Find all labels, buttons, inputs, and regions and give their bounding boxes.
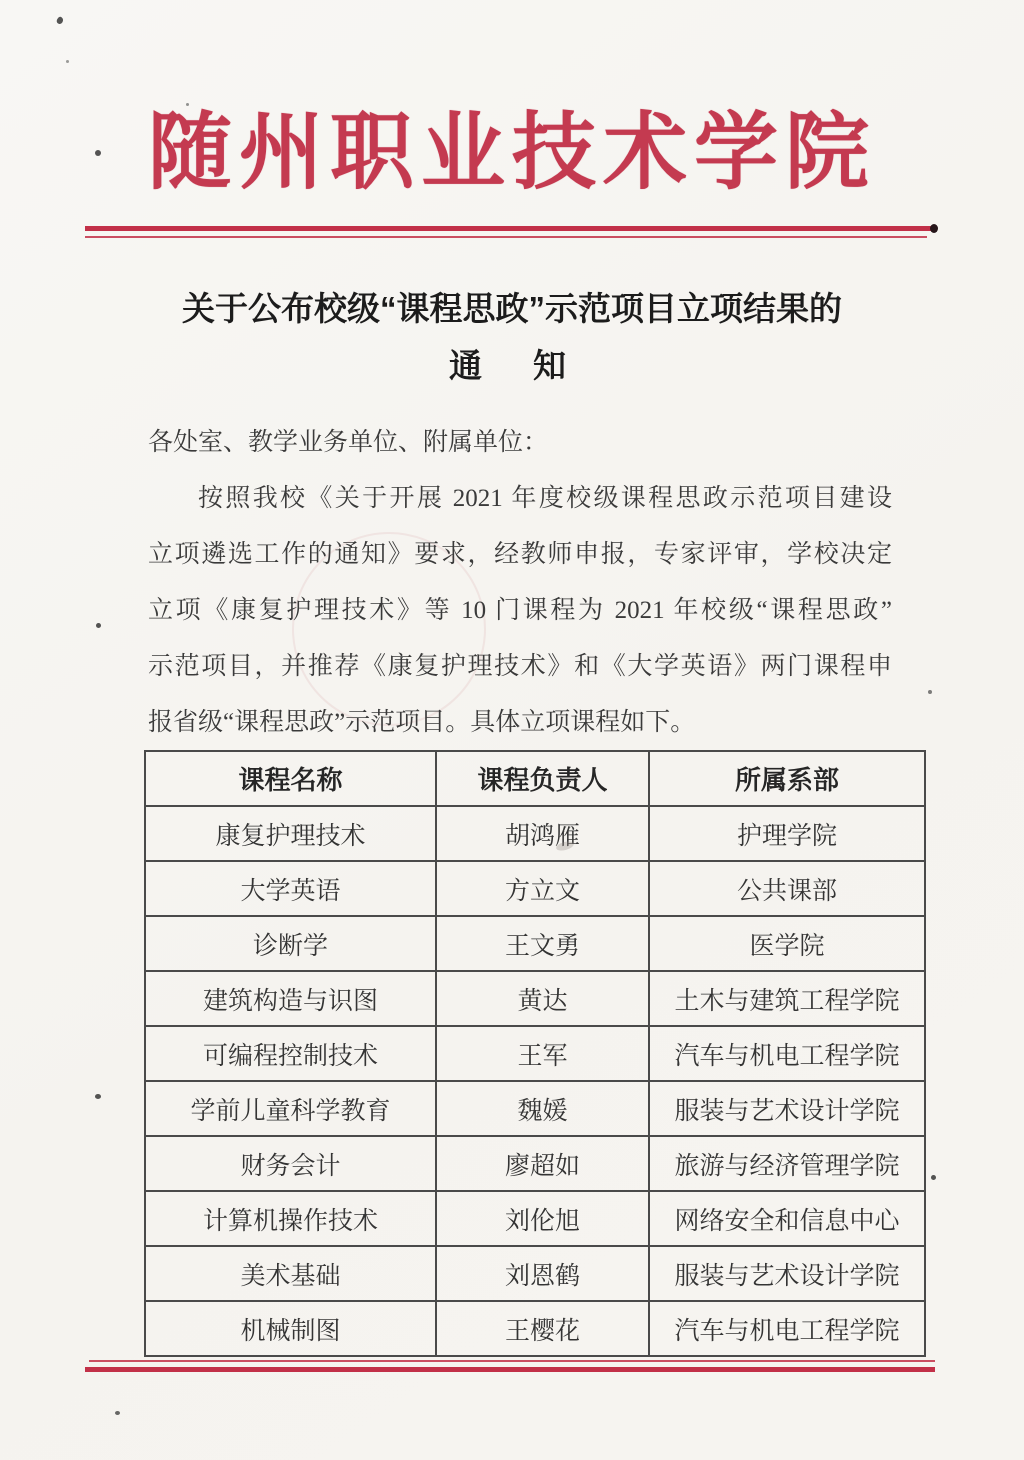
project-table-head <box>145 751 925 806</box>
course-name-cell: 美术基础 <box>145 1246 436 1301</box>
project-table <box>144 750 926 1357</box>
course-name-cell: 可编程控制技术 <box>145 1026 436 1081</box>
scan-speck <box>66 60 69 63</box>
department-cell: 医学院 <box>649 916 925 971</box>
table-row <box>145 806 925 861</box>
scan-speck <box>95 1094 101 1099</box>
scan-speck <box>931 1175 936 1180</box>
table-row <box>145 971 925 1026</box>
body-line: 示范项目，并推荐《康复护理技术》和《大学英语》两门课程申 <box>148 653 892 680</box>
footer-rule-thin <box>89 1360 935 1362</box>
letterhead-rule <box>85 226 935 238</box>
department-cell: 汽车与机电工程学院 <box>649 1026 925 1081</box>
leader-cell: 魏媛 <box>436 1081 649 1136</box>
table-row <box>145 1136 925 1191</box>
table-row <box>145 1191 925 1246</box>
letterhead-rule-thin <box>85 236 927 238</box>
leader-cell: 方立文 <box>436 861 649 916</box>
leader-cell: 王军 <box>436 1026 649 1081</box>
scan-speck <box>56 16 65 25</box>
course-name-cell: 大学英语 <box>145 861 436 916</box>
department-cell: 汽车与机电工程学院 <box>649 1301 925 1356</box>
department-cell: 土木与建筑工程学院 <box>649 971 925 1026</box>
column-header-course: 课程名称 <box>145 751 436 806</box>
table-row <box>145 1026 925 1081</box>
course-name-cell: 诊断学 <box>145 916 436 971</box>
course-name-cell: 财务会计 <box>145 1136 436 1191</box>
table-row <box>145 916 925 971</box>
course-name-cell: 学前儿童科学教育 <box>145 1081 436 1136</box>
footer-rule-thick <box>85 1367 935 1372</box>
course-name-cell: 计算机操作技术 <box>145 1191 436 1246</box>
body-line: 立项遴选工作的通知》要求，经教师申报，专家评审，学校决定 <box>148 541 892 568</box>
course-name-cell: 机械制图 <box>145 1301 436 1356</box>
school-letterhead: 随州职业技术学院 <box>147 107 876 200</box>
course-name-cell: 康复护理技术 <box>145 806 436 861</box>
letterhead-rule-thick <box>85 226 935 231</box>
table-row <box>145 1301 925 1356</box>
leader-cell: 王文勇 <box>436 916 649 971</box>
notice-title-line1: 关于公布校级“课程思政”示范项目立项结果的 <box>182 290 842 327</box>
scan-speck <box>96 623 101 628</box>
notice-title <box>0 280 1024 394</box>
table-row <box>145 1081 925 1136</box>
body-line: 按照我校《关于开展 2021 年度校级课程思政示范项目建设 <box>198 485 892 512</box>
salutation: 各处室、教学业务单位、附属单位： <box>148 429 549 456</box>
notice-body <box>148 415 892 751</box>
scan-speck <box>186 103 189 106</box>
leader-cell: 黄达 <box>436 971 649 1026</box>
department-cell: 服装与艺术设计学院 <box>649 1246 925 1301</box>
leader-cell: 胡鸿雁 <box>436 806 649 861</box>
scan-speck <box>95 150 101 156</box>
notice-title-line2: 通 知 <box>449 347 575 384</box>
table-header-row <box>145 751 925 806</box>
column-header-leader: 课程负责人 <box>436 751 649 806</box>
department-cell: 公共课部 <box>649 861 925 916</box>
scan-speck <box>115 1411 120 1415</box>
body-line: 立项《康复护理技术》等 10 门课程为 2021 年校级“课程思政” <box>148 597 892 624</box>
department-cell: 旅游与经济管理学院 <box>649 1136 925 1191</box>
course-name-cell: 建筑构造与识图 <box>145 971 436 1026</box>
footer-rule <box>85 1360 935 1372</box>
leader-cell: 廖超如 <box>436 1136 649 1191</box>
ink-blob <box>930 224 938 233</box>
scan-speck <box>928 690 932 694</box>
table-row <box>145 861 925 916</box>
department-cell: 服装与艺术设计学院 <box>649 1081 925 1136</box>
project-table-body <box>145 806 925 1356</box>
table-row <box>145 1246 925 1301</box>
leader-cell: 王樱花 <box>436 1301 649 1356</box>
department-cell: 网络安全和信息中心 <box>649 1191 925 1246</box>
column-header-department: 所属系部 <box>649 751 925 806</box>
department-cell: 护理学院 <box>649 806 925 861</box>
leader-cell: 刘伦旭 <box>436 1191 649 1246</box>
leader-cell: 刘恩鹤 <box>436 1246 649 1301</box>
body-line: 报省级“课程思政”示范项目。具体立项课程如下。 <box>148 709 696 736</box>
